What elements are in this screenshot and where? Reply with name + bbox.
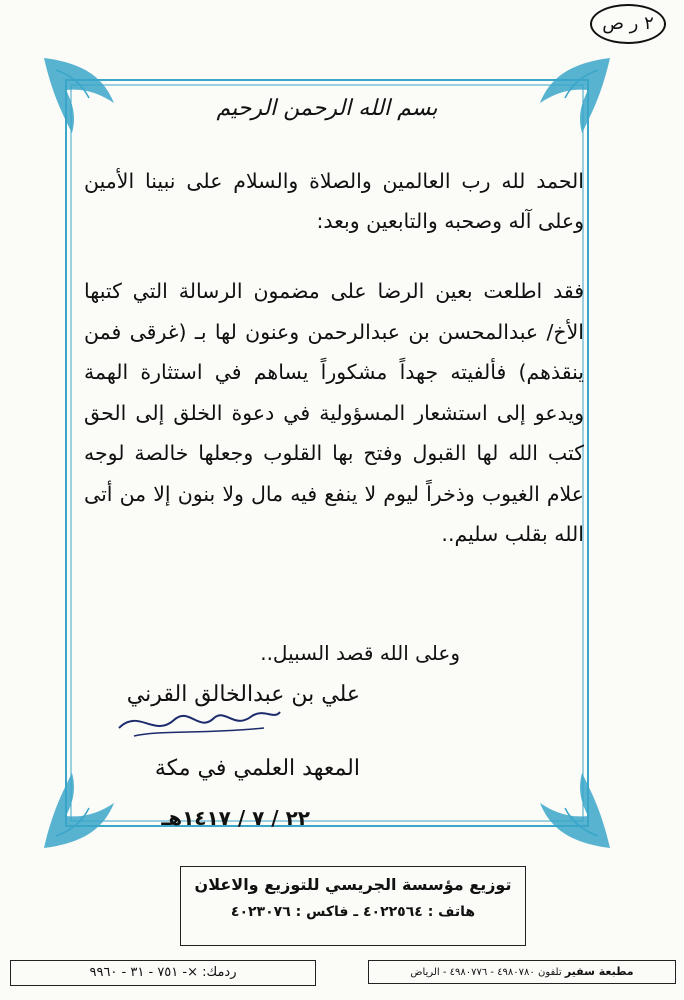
signatory-institution: المعهد العلمي في مكة: [154, 756, 360, 781]
basmala-heading: بسم الله الرحمن الرحيم: [216, 96, 438, 121]
closing-line: وعلى الله قصد السبيل..: [260, 641, 460, 665]
signature-date: ٢٢ / ٧ / ١٤١٧هـ: [161, 806, 310, 830]
isbn-box: ردمك: ×- ٧٥١ - ٣١ - ٩٩٦٠: [10, 960, 316, 986]
ornamental-frame: [44, 58, 610, 848]
distribution-box: [180, 866, 526, 946]
distributor-name: توزيع مؤسسة الجريسي للتوزيع والاعلان: [194, 875, 512, 894]
handwritten-signature: [114, 698, 284, 748]
body-paragraph: فقد اطلعت بعين الرضا على مضمون الرسالة التي كتبها الأخ/ عبدالمحسن بن عبدالرحمن وعنون لها بـ (غرقى فمن ينقذهم) فألفيته جهداً مشكوراً يساهم في استثارة الهمة ويدعو إلى استشعار المسؤولية في دعوة الخلق إلى الحق كتب الله لها القبول وفتح بها القلوب وجعلها خالصة لوجه علام الغيوب وذخراً ليوم لا ينفع فيه مال ولا بنون إلا من أتى الله بقلب سليم..: [84, 279, 584, 546]
signatory-name: علي بن عبدالخالق القرني: [126, 682, 360, 707]
printer-contact: تلفون ٤٩٨٠٧٨٠ - ٤٩٨٠٧٧٦ - الرياض: [410, 967, 562, 978]
page-number-tag: ٢ ر ص: [590, 4, 666, 44]
printer-brand: مطبعة سفير: [564, 965, 634, 978]
distributor-contact: هاتف : ٤٠٢٢٥٦٤ ـ فاكس : ٤٠٢٣٠٧٦: [230, 904, 476, 920]
opening-paragraph: الحمد لله رب العالمين والصلاة والسلام على نبينا الأمين وعلى آله وصحبه والتابعين وبعد:: [84, 169, 584, 233]
printer-box: [368, 960, 676, 984]
